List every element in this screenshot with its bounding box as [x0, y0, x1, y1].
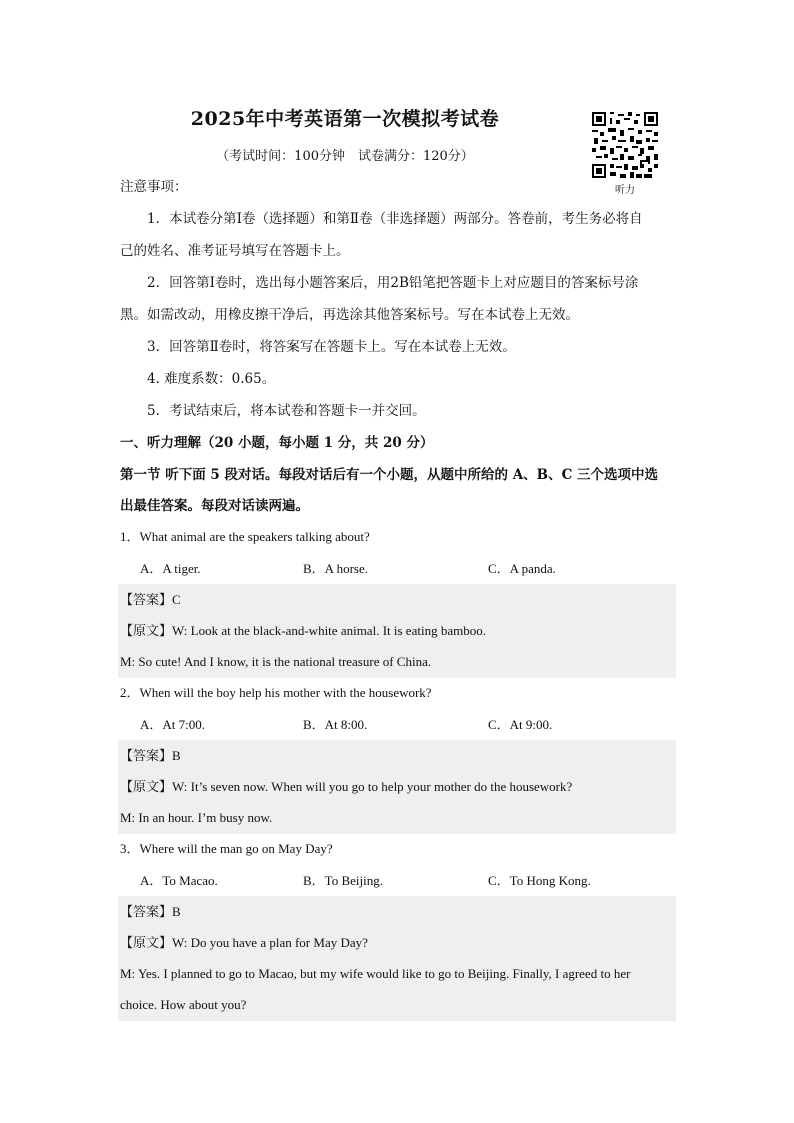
question-stem-3: 3．Where will the man go on May Day?: [120, 841, 333, 856]
q2-option-a: A．At 7:00.: [140, 717, 206, 732]
part-instruction-cont: 出最佳答案。每段对话读两遍。: [120, 498, 309, 514]
notice-item-4: 4. 难度系数：0.65。: [147, 371, 276, 387]
notice-item-5: 5．考试结束后，将本试卷和答题卡一并交回。: [147, 403, 426, 419]
section-heading: 一、听力理解（20 小题，每小题 1 分，共 20 分）: [120, 435, 434, 451]
q2-option-b: B．At 8:00.: [303, 717, 368, 732]
q3-script-line-1: 【原文】W: Do you have a plan for May Day?: [120, 935, 368, 950]
page-title: 2025年中考英语第一次模拟考试卷: [190, 108, 500, 130]
q3-script-line-2: M: Yes. I planned to go to Macao, but my wife would like to go to Beijing. Finally, I agreed to her: [120, 966, 631, 981]
q1-option-c: C．A panda.: [488, 561, 556, 576]
q2-option-c: C．At 9:00.: [488, 717, 553, 732]
qr-label: 听力: [615, 185, 635, 196]
notice-item-2: 2．回答第Ⅰ卷时，选出每小题答案后，用2B铅笔把答题卡上对应题目的答案标号涂: [147, 275, 639, 291]
qr-code-icon[interactable]: [592, 112, 658, 178]
q2-script-line-2: M: In an hour. I’m busy now.: [120, 810, 273, 825]
q3-option-c: C．To Hong Kong.: [488, 873, 591, 888]
question-stem-2: 2．When will the boy help his mother with the housework?: [120, 685, 432, 700]
q3-option-b: B．To Beijing.: [303, 873, 383, 888]
question-stem-1: 1．What animal are the speakers talking about?: [120, 529, 370, 544]
q3-answer: 【答案】B: [120, 904, 181, 919]
q3-script-line-3: choice. How about you?: [120, 997, 247, 1012]
q1-answer: 【答案】C: [120, 592, 181, 607]
notice-heading: 注意事项：: [120, 179, 188, 195]
q1-option-b: B．A horse.: [303, 561, 369, 576]
notice-item-2-cont: 黑。如需改动，用橡皮擦干净后，再选涂其他答案标号。写在本试卷上无效。: [120, 307, 579, 323]
q1-script-line-1: 【原文】W: Look at the black-and-white animal. It is eating bamboo.: [120, 623, 486, 638]
q3-option-a: A．To Macao.: [140, 873, 218, 888]
part-instruction: 第一节 听下面 5 段对话。每段对话后有一个小题，从题中所给的 A、B、C 三个选项中选: [120, 467, 659, 483]
q2-script-line-1: 【原文】W: It’s seven now. When will you go to help your mother do the housework?: [120, 779, 573, 794]
q2-answer: 【答案】B: [120, 748, 181, 763]
q1-script-line-2: M: So cute! And I know, it is the national treasure of China.: [120, 654, 432, 669]
notice-item-1: 1．本试卷分第Ⅰ卷（选择题）和第Ⅱ卷（非选择题）两部分。答卷前，考生务必将自: [147, 211, 643, 227]
q1-option-a: A．A tiger.: [140, 561, 201, 576]
notice-item-3: 3．回答第Ⅱ卷时，将答案写在答题卡上。写在本试卷上无效。: [147, 339, 516, 355]
notice-item-1-cont: 己的姓名、准考证号填写在答题卡上。: [120, 243, 350, 259]
exam-subtitle: （考试时间：100分钟 试卷满分：120分）: [216, 149, 474, 164]
